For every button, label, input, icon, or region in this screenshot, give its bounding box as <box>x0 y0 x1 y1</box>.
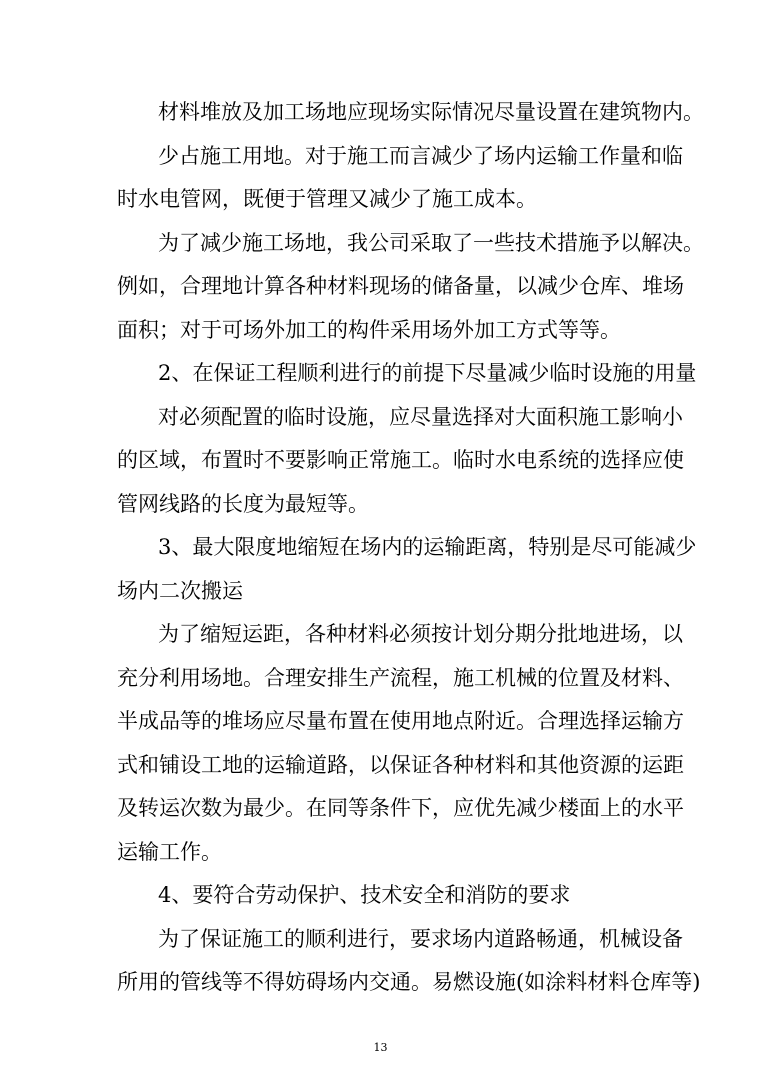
text-line-5: 例如，合理地计算各种材料现场的储备量，以减少仓库、堆场 <box>117 274 684 298</box>
text-line-17: 及转运次数为最少。在同等条件下，应优先减少楼面上的水平 <box>117 796 684 820</box>
text-line-14: 充分利用场地。合理安排生产流程，施工机械的位置及材料、 <box>117 666 684 690</box>
text-line-16: 式和铺设工地的运输道路，以保证各种材料和其他资源的运距 <box>117 753 684 777</box>
text-line-4: 为了减少施工场地，我公司采取了一些技术措施予以解决。 <box>158 231 704 255</box>
heading-4: 4、要符合劳动保护、技术安全和消防的要求 <box>158 883 571 907</box>
heading-3: 3、最大限度地缩短在场内的运输距离，特别是尽可能减少 <box>158 535 697 559</box>
text-line-15: 半成品等的堆场应尽量布置在使用地点附近。合理选择运输方 <box>117 709 684 733</box>
text-line-10: 管网线路的长度为最短等。 <box>117 492 369 516</box>
text-line-6: 面积；对于可场外加工的构件采用场外加工方式等等。 <box>117 318 621 342</box>
page-number: 13 <box>373 1041 388 1054</box>
text-line-13: 为了缩短运距，各种材料必须按计划分期分批地进场，以 <box>158 622 683 646</box>
text-line-21: 所用的管线等不得妨碍场内交通。易燃设施(如涂料材料仓库等) <box>117 970 701 994</box>
heading-3-continuation: 场内二次搬运 <box>117 579 243 603</box>
text-line-9: 的区域，布置时不要影响正常施工。临时水电系统的选择应使 <box>117 448 684 472</box>
text-line-1: 材料堆放及加工场地应现场实际情况尽量设置在建筑物内。 <box>158 100 704 124</box>
text-line-2: 少占施工用地。对于施工而言减少了场内运输工作量和临 <box>158 144 683 168</box>
heading-2: 2、在保证工程顺利进行的前提下尽量减少临时设施的用量 <box>158 361 697 385</box>
text-line-3: 时水电管网，既便于管理又减少了施工成本。 <box>117 187 537 211</box>
text-line-18: 运输工作。 <box>117 840 222 864</box>
text-line-8: 对必须配置的临时设施，应尽量选择对大面积施工影响小 <box>158 405 683 429</box>
text-line-20: 为了保证施工的顺利进行，要求场内道路畅通，机械设备 <box>158 927 683 951</box>
